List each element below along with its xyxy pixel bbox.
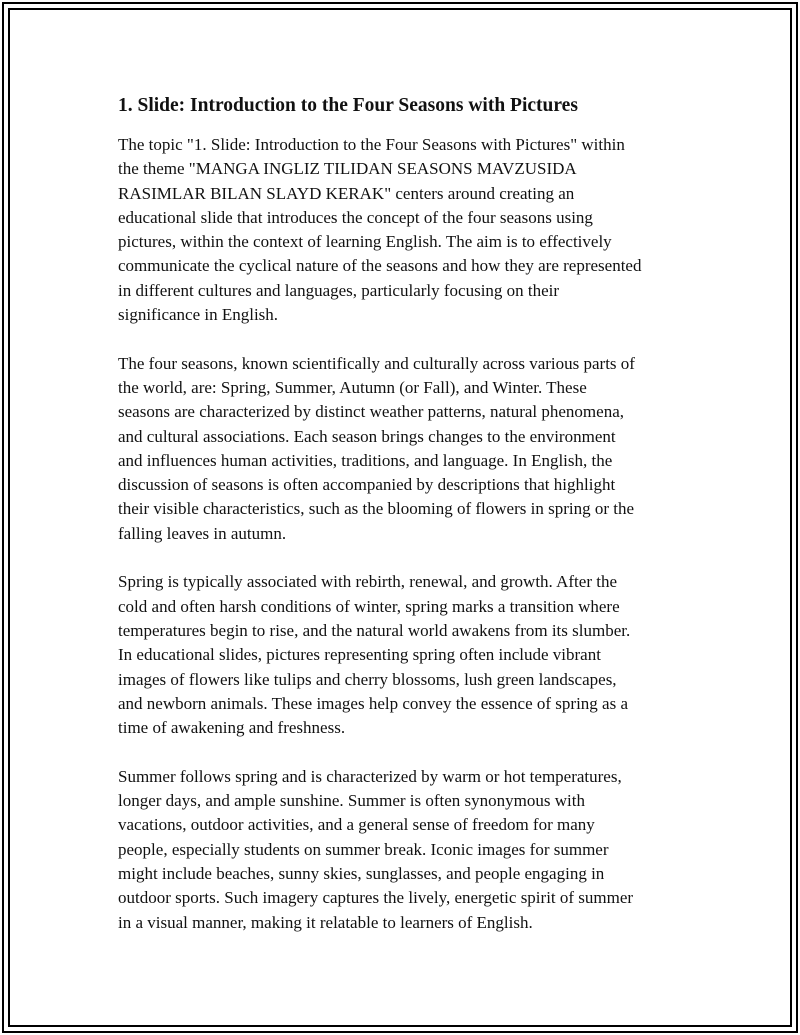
paragraph-line: the world, are: Spring, Summer, Autumn (or Fall), and Winter. These — [118, 377, 587, 397]
paragraph-line: cold and often harsh conditions of winter, spring marks a transition where — [118, 596, 620, 616]
paragraph-line: The topic "1. Slide: Introduction to the Four Seasons with Pictures" within — [118, 135, 625, 154]
paragraph-summer — [118, 765, 688, 935]
paragraph-line: their visible characteristics, such as the blooming of flowers in spring or the — [118, 499, 635, 519]
paragraph-line: outdoor sports. Such imagery captures the lively, energetic spirit of summer — [118, 888, 634, 908]
paragraph-line: The four seasons, known scientifically and culturally across various parts of — [118, 353, 635, 373]
paragraph-line: and cultural associations. Each season brings changes to the environment — [118, 426, 616, 446]
paragraph-line: images of flowers like tulips and cherry blossoms, lush green landscapes, — [118, 669, 617, 689]
paragraph-line: and influences human activities, traditions, and language. In English, the — [118, 450, 613, 470]
paragraph-line: vacations, outdoor activities, and a general sense of freedom for many — [118, 815, 595, 835]
paragraph-line: In educational slides, pictures representing spring often include vibrant — [118, 645, 601, 665]
paragraph-line: time of awakening and freshness. — [118, 718, 346, 738]
paragraph-line: significance in English. — [118, 305, 279, 325]
paragraph-line: communicate the cyclical nature of the seasons and how they are represented — [118, 256, 642, 276]
paragraph-line: might include beaches, sunny skies, sunglasses, and people engaging in — [118, 863, 605, 883]
paragraph-line: falling leaves in autumn. — [118, 523, 287, 543]
paragraph-line: temperatures begin to rise, and the natural world awakens from its slumber. — [118, 620, 631, 640]
paragraph-line: discussion of seasons is often accompanied by descriptions that highlight — [118, 475, 616, 495]
paragraph-line: educational slide that introduces the concept of the four seasons using — [118, 207, 593, 227]
paragraph-line: Summer follows spring and is characterized by warm or hot temperatures, — [118, 766, 622, 786]
paragraph-line: in a visual manner, making it relatable to learners of English. — [118, 912, 533, 932]
paragraph-line: people, especially students on summer break. Iconic images for summer — [118, 839, 609, 859]
paragraph-line: in different cultures and languages, particularly focusing on their — [118, 280, 560, 300]
paragraph-line: Spring is typically associated with rebirth, renewal, and growth. After the — [118, 572, 618, 592]
paragraph-line: longer days, and ample sunshine. Summer is often synonymous with — [118, 791, 585, 811]
paragraph-line: the theme "MANGA INGLIZ TILIDAN SEASONS MAVZUSIDA — [118, 159, 577, 179]
paragraph-line: seasons are characterized by distinct weather patterns, natural phenomena, — [118, 402, 624, 422]
paragraph-spring — [118, 570, 688, 740]
paragraph-line: pictures, within the context of learning English. The aim is to effectively — [118, 232, 612, 252]
document-heading: 1. Slide: Introduction to the Four Seasons with Pictures — [118, 95, 578, 116]
paragraph-intro — [118, 133, 688, 327]
paragraph-line: and newborn animals. These images help convey the essence of spring as a — [118, 693, 628, 713]
paragraph-line: RASIMLAR BILAN SLAYD KERAK" centers around creating an — [118, 183, 575, 203]
paragraph-four-seasons — [118, 352, 688, 546]
document-body — [118, 92, 688, 959]
